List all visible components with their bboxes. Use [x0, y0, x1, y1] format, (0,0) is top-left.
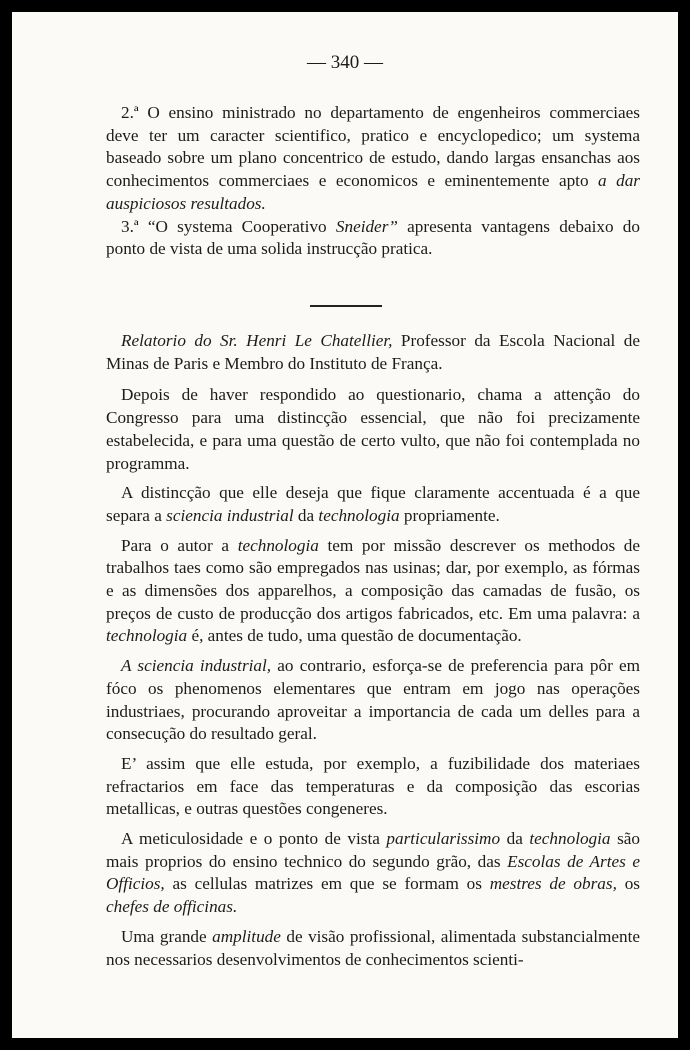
text-span: apresenta vantagens debaixo do ponto de vista de uma solida instrucção pratica.: [106, 216, 640, 259]
text-span: tem por missão descrever os methodos de trabalhos taes como são empregados nas usinas; dar, por exemplo, as fórmas e as dimensões dos apparelhos, a composição das camadas de fusão, os preços de custo de producção dos artigos fabricados, etc. Em uma palavra: a: [106, 535, 641, 623]
paragraph: [106, 926, 640, 971]
text-span: E’ assim que elle estuda, por exemplo, a fuzibilidade dos materiaes refractarios em face das temperaturas e da composição das escorias metallicas, e outras questões congeneres.: [106, 753, 640, 819]
italic-span: Sneider”: [335, 216, 398, 236]
text-span: de visão profissional, alimentada substancialmente nos necessarios desenvolvimentos de conhecimentos scienti-: [106, 926, 640, 969]
italic-span: technologia: [318, 505, 400, 525]
italic-span: amplitude: [212, 926, 281, 946]
text-block-main: [106, 330, 640, 971]
italic-span: Relatorio do Sr. Henri Le Chatellier,: [121, 331, 393, 350]
text-span: é, antes de tudo, uma questão de documentação.: [187, 626, 522, 646]
text-span: A meticulosidade e o ponto de vista: [121, 829, 387, 849]
text-span: Professor da Escola Nacional de Minas de Paris e Membro do Instituto de França.: [106, 331, 640, 373]
italic-span: particularissimo: [386, 829, 501, 849]
paragraph: [106, 828, 640, 919]
italic-span: chefes de officinas.: [106, 897, 238, 917]
italic-span: technologia: [237, 535, 319, 555]
text-span: propriamente.: [399, 505, 500, 525]
report-heading: [106, 330, 640, 375]
text-span: da: [500, 829, 530, 849]
paragraph: [106, 753, 640, 821]
text-span: Depois de haver respondido ao questionario, chama a attenção do Congresso para uma distincção essencial, que não foi precizamente estabelecida, e para uma questão de certo vulto, que não foi contemplada no programma.: [106, 385, 640, 473]
document-page: [12, 12, 678, 1038]
text-span: Uma grande: [121, 926, 213, 946]
text-span: são mais proprios do ensino technico do segundo grão, das: [106, 829, 640, 871]
text-span: as cellulas matrizes em que se formam os: [164, 874, 490, 894]
paragraph: [106, 535, 640, 649]
text-span: 2.ª O ensino ministrado no departamento de engenheiros commerciaes deve ter um caracter scientifico, pratico e encyclopedico; um systema baseado sobre um plano concentrico de estudo, dando largas ensanchas aos conhecimentos commerciaes e economicos e eminentemente apto: [106, 103, 640, 191]
italic-span: a dar auspiciosos resultados.: [106, 171, 640, 213]
page-number: — 340 —: [307, 52, 383, 73]
paragraph: [106, 384, 640, 475]
italic-span: technologia: [106, 626, 188, 646]
text-block-top: [106, 102, 640, 261]
italic-span: Escolas de Artes e Officios,: [106, 851, 640, 894]
text-span: Para o autor a: [121, 535, 238, 555]
paragraph: [106, 482, 640, 527]
italic-span: technologia: [529, 829, 611, 849]
paragraph: [106, 655, 640, 746]
paragraph: [106, 102, 640, 216]
italic-span: mestres de obras,: [489, 874, 617, 894]
italic-span: A sciencia industrial,: [121, 656, 272, 676]
text-span: os: [616, 874, 640, 894]
paragraph: [106, 216, 640, 261]
text-span: da: [293, 505, 319, 525]
text-span: A distincção que elle deseja que fique claramente accentuada é a que separa a: [106, 483, 640, 525]
section-divider: [310, 305, 382, 307]
text-span: ao contrario, esforça-se de preferencia para pôr em fóco os phenomenos elementares que entram em jogo nas operações industriaes, procurando aproveitar a importancia de cada um delles para a consecução do resultado geral.: [106, 656, 641, 744]
text-span: 3.ª “O systema Cooperativo: [121, 216, 336, 236]
italic-span: sciencia industrial: [166, 505, 294, 525]
